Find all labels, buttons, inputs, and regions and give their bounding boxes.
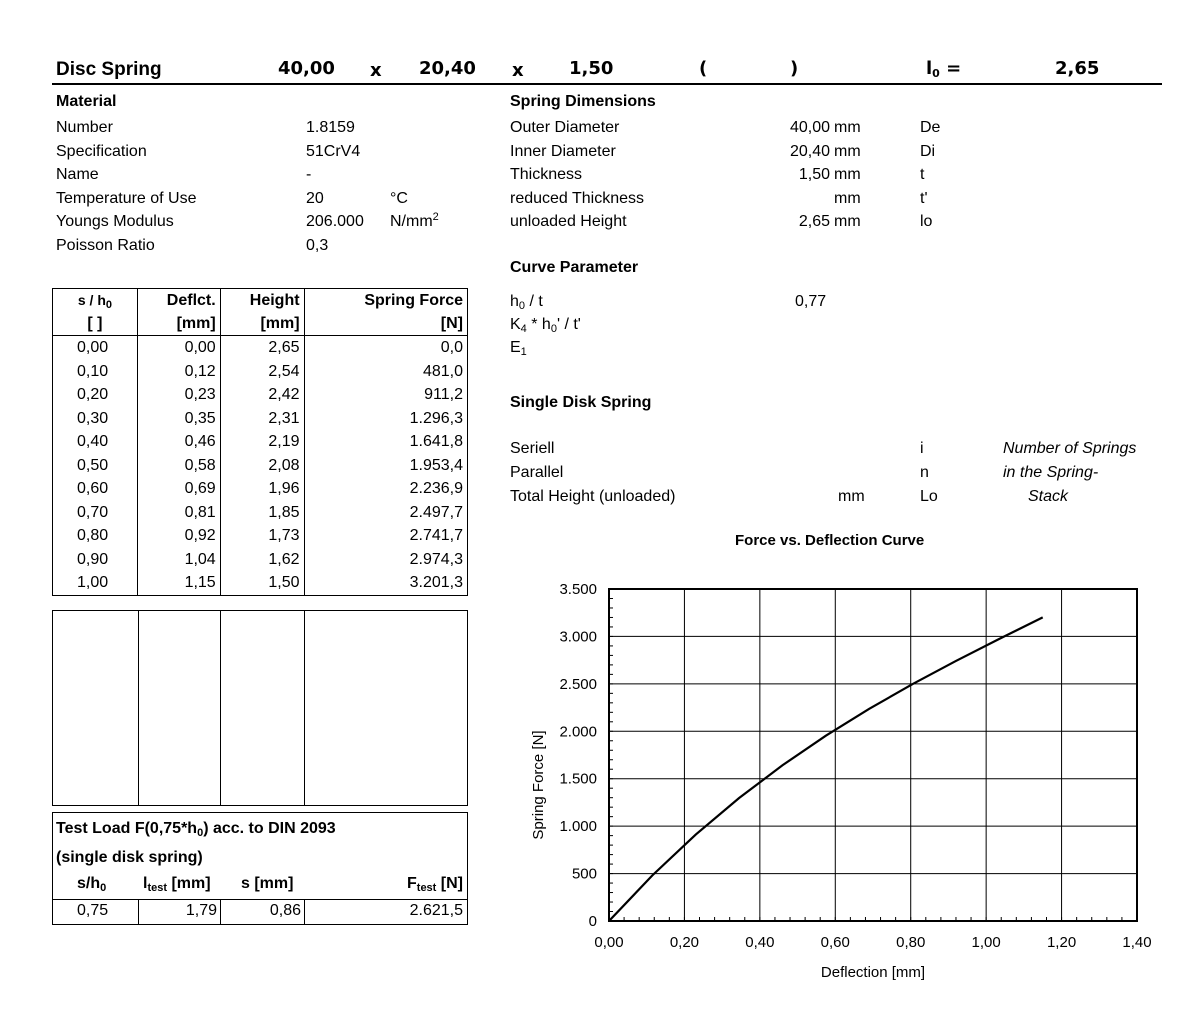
table-row <box>53 383 468 407</box>
h0-over-t-value: 0,77 <box>795 293 827 310</box>
y-tick-label: 2.500 <box>559 675 597 693</box>
table-cell: 3.201,3 <box>304 571 467 595</box>
dimension-unit: mm <box>834 119 861 136</box>
material-heading: Material <box>56 93 117 110</box>
dimension-value: 1,50 <box>798 166 830 183</box>
table-cell: 1,73 <box>220 524 304 548</box>
dimension-value: 2,65 <box>798 213 830 230</box>
material-value: 206.000 <box>306 213 364 230</box>
empty-table-area <box>52 610 468 806</box>
table-cell: 1,85 <box>220 501 304 525</box>
material-value: - <box>306 166 312 183</box>
col-deflection: Deflct. <box>137 289 220 313</box>
h0-over-t-label: $h_0$ / t <box>510 293 543 312</box>
table-row <box>53 336 468 360</box>
seriell-symbol: i <box>920 440 924 457</box>
table-cell: 2,19 <box>220 430 304 454</box>
table-cell: 2,08 <box>220 454 304 478</box>
table-cell: 1,04 <box>137 548 220 572</box>
table-cell: 1.953,4 <box>304 454 467 478</box>
material-label: Name <box>56 166 99 183</box>
material-unit: °C <box>390 189 408 207</box>
deflection-table <box>52 288 468 596</box>
table-row <box>53 454 468 478</box>
table-cell: 0,0 <box>304 336 467 360</box>
unit-deflection: [mm] <box>137 312 220 336</box>
dimension-symbol: t' <box>920 189 928 207</box>
dimension-label: Outer Diameter <box>510 119 620 136</box>
table-cell: 0,50 <box>53 454 138 478</box>
dimension-symbol: t <box>920 166 925 183</box>
test-col-s: s [mm] <box>241 875 294 892</box>
table-cell: 2.974,3 <box>304 548 467 572</box>
table-cell: 0,00 <box>137 336 220 360</box>
x-tick-label: 0,80 <box>896 934 926 951</box>
header-rule <box>52 83 1162 85</box>
dimension-label: Thickness <box>510 166 583 183</box>
table-cell: 0,00 <box>53 336 138 360</box>
material-label: Poisson Ratio <box>56 236 155 254</box>
springs-note-1: Number of Springs <box>1003 440 1137 457</box>
table-cell: 0,58 <box>137 454 220 478</box>
dimension-symbol: De <box>920 119 941 136</box>
header-inner-diameter: 20,40 <box>419 58 476 79</box>
test-load-box <box>52 812 468 925</box>
table-cell: 0,10 <box>53 360 138 384</box>
col-height: Height <box>220 289 304 313</box>
table-row <box>53 524 468 548</box>
y-tick-label: 500 <box>571 865 597 883</box>
header-l0-label: $l_0$ = <box>926 58 962 80</box>
table-cell: 1,96 <box>220 477 304 501</box>
table-cell: 0,92 <box>137 524 220 548</box>
y-tick-label: 3.500 <box>559 581 597 598</box>
table-cell: 0,90 <box>53 548 138 572</box>
y-tick-label: 3.000 <box>559 628 597 646</box>
material-value: 51CrV4 <box>306 142 361 160</box>
unit-spring-force: [N] <box>304 312 467 336</box>
table-cell: 2.497,7 <box>304 501 467 525</box>
y-axis-label: Spring Force [N] <box>530 730 547 840</box>
y-tick-label: 2.000 <box>559 723 597 741</box>
material-value: 20 <box>306 189 324 207</box>
table-cell: 2,65 <box>220 336 304 360</box>
test-col-ltest: $l_{test}$ [mm] <box>143 875 211 894</box>
table-cell: 2.236,9 <box>304 477 467 501</box>
table-cell: 2,42 <box>220 383 304 407</box>
test-value-s-h0: 0,75 <box>77 902 109 919</box>
table-row <box>53 477 468 501</box>
table-cell: 0,46 <box>137 430 220 454</box>
table-cell: 0,70 <box>53 501 138 525</box>
table-cell: 911,2 <box>304 383 467 407</box>
header-thickness: 1,50 <box>569 58 614 79</box>
dimension-value: 20,40 <box>789 142 830 160</box>
series-line <box>609 617 1043 921</box>
table-cell: 1,15 <box>137 571 220 595</box>
unit-s-h0: [ ] <box>53 312 138 336</box>
test-col-ftest: $F_{test}$ [N] <box>407 875 463 894</box>
material-unit: $N/mm^2$ <box>390 211 439 230</box>
table-row <box>53 548 468 572</box>
dimension-unit: mm <box>834 142 861 160</box>
dimension-symbol: lo <box>920 213 933 230</box>
test-value-ftest: 2.621,5 <box>409 902 463 919</box>
table-cell: 0,20 <box>53 383 138 407</box>
table-cell: 1.641,8 <box>304 430 467 454</box>
test-value-s: 0,86 <box>269 902 301 919</box>
page-title: Disc Spring <box>56 59 162 80</box>
material-value: 1.8159 <box>306 119 355 136</box>
table-cell: 1,00 <box>53 571 138 595</box>
dimension-value: 40,00 <box>789 119 830 136</box>
plot-frame <box>609 589 1137 921</box>
table-cell: 0,80 <box>53 524 138 548</box>
k4-label: $K_4 * h_0'$ / t' <box>510 316 581 335</box>
table-cell: 0,40 <box>53 430 138 454</box>
dimension-label: Inner Diameter <box>510 142 616 160</box>
header-l0-value: 2,65 <box>1055 58 1100 79</box>
curve-param-heading: Curve Parameter <box>510 259 639 276</box>
y-tick-label: 1.500 <box>559 770 597 788</box>
total-height-symbol: Lo <box>920 488 938 505</box>
table-cell: 0,60 <box>53 477 138 501</box>
seriell-label: Seriell <box>510 440 555 457</box>
total-height-label: Total Height (unloaded) <box>510 488 676 505</box>
x-tick-label: 0,20 <box>669 934 700 951</box>
table-cell: 1.296,3 <box>304 407 467 431</box>
test-load-title: Test Load $F(0,75*h_0)$ acc. to DIN 2093 <box>56 820 336 839</box>
e1-label: $E_1$ <box>510 339 527 358</box>
table-cell: 481,0 <box>304 360 467 384</box>
col-s-h0: s / $h_0$ <box>53 289 138 313</box>
table-cell: 2.741,7 <box>304 524 467 548</box>
dimension-label: unloaded Height <box>510 213 627 230</box>
material-label: Youngs Modulus <box>56 213 174 230</box>
header-x2: x <box>512 60 524 81</box>
chart-title: Force vs. Deflection Curve <box>735 532 925 549</box>
x-tick-label: 1,40 <box>1122 934 1152 951</box>
y-tick-label: 0 <box>588 913 597 930</box>
test-value-ltest: 1,79 <box>185 902 217 919</box>
material-label: Temperature of Use <box>56 189 197 207</box>
test-col-s-h0: $s/h_0$ <box>77 875 107 894</box>
table-row <box>53 407 468 431</box>
table-cell: 0,81 <box>137 501 220 525</box>
material-label: Specification <box>56 142 147 160</box>
x-tick-label: 1,00 <box>971 934 1001 951</box>
x-tick-label: 0,00 <box>594 934 624 951</box>
total-height-unit: mm <box>838 488 865 505</box>
dimension-symbol: Di <box>920 142 936 160</box>
table-cell: 1,50 <box>220 571 304 595</box>
test-load-subtitle: (single disk spring) <box>56 849 203 866</box>
table-cell: 0,69 <box>137 477 220 501</box>
springs-note-3: Stack <box>1028 488 1069 505</box>
table-row <box>53 430 468 454</box>
dimension-unit: mm <box>834 166 861 183</box>
table-cell: 2,54 <box>220 360 304 384</box>
table-cell: 2,31 <box>220 407 304 431</box>
col-spring-force: Spring Force <box>304 289 467 313</box>
table-cell: 0,23 <box>137 383 220 407</box>
x-axis-label: Deflection [mm] <box>820 964 926 981</box>
table-row <box>53 571 468 595</box>
header-outer-diameter: 40,00 <box>278 58 335 79</box>
dimension-unit: mm <box>834 189 861 207</box>
table-cell: 0,30 <box>53 407 138 431</box>
dimension-unit: mm <box>834 213 861 230</box>
table-cell: 0,12 <box>137 360 220 384</box>
table-cell: 0,35 <box>137 407 220 431</box>
material-value: 0,3 <box>306 236 329 254</box>
dimension-label: reduced Thickness <box>510 189 644 207</box>
y-tick-label: 1.000 <box>559 818 597 836</box>
x-tick-label: 0,60 <box>820 934 850 951</box>
dimensions-heading: Spring Dimensions <box>510 93 656 110</box>
table-row <box>53 501 468 525</box>
table-cell: 1,62 <box>220 548 304 572</box>
material-label: Number <box>56 119 113 136</box>
table-row <box>53 360 468 384</box>
header-paren-open: ( <box>699 58 708 79</box>
header-paren-close: ) <box>790 58 799 79</box>
header-x1: x <box>370 60 382 81</box>
single-heading: Single Disk Spring <box>510 394 652 411</box>
unit-height: [mm] <box>220 312 304 336</box>
parallel-symbol: n <box>920 464 929 481</box>
x-tick-label: 0,40 <box>745 934 775 951</box>
x-tick-label: 1,20 <box>1046 934 1077 951</box>
parallel-label: Parallel <box>510 464 564 481</box>
springs-note-2: in the Spring- <box>1003 464 1099 481</box>
